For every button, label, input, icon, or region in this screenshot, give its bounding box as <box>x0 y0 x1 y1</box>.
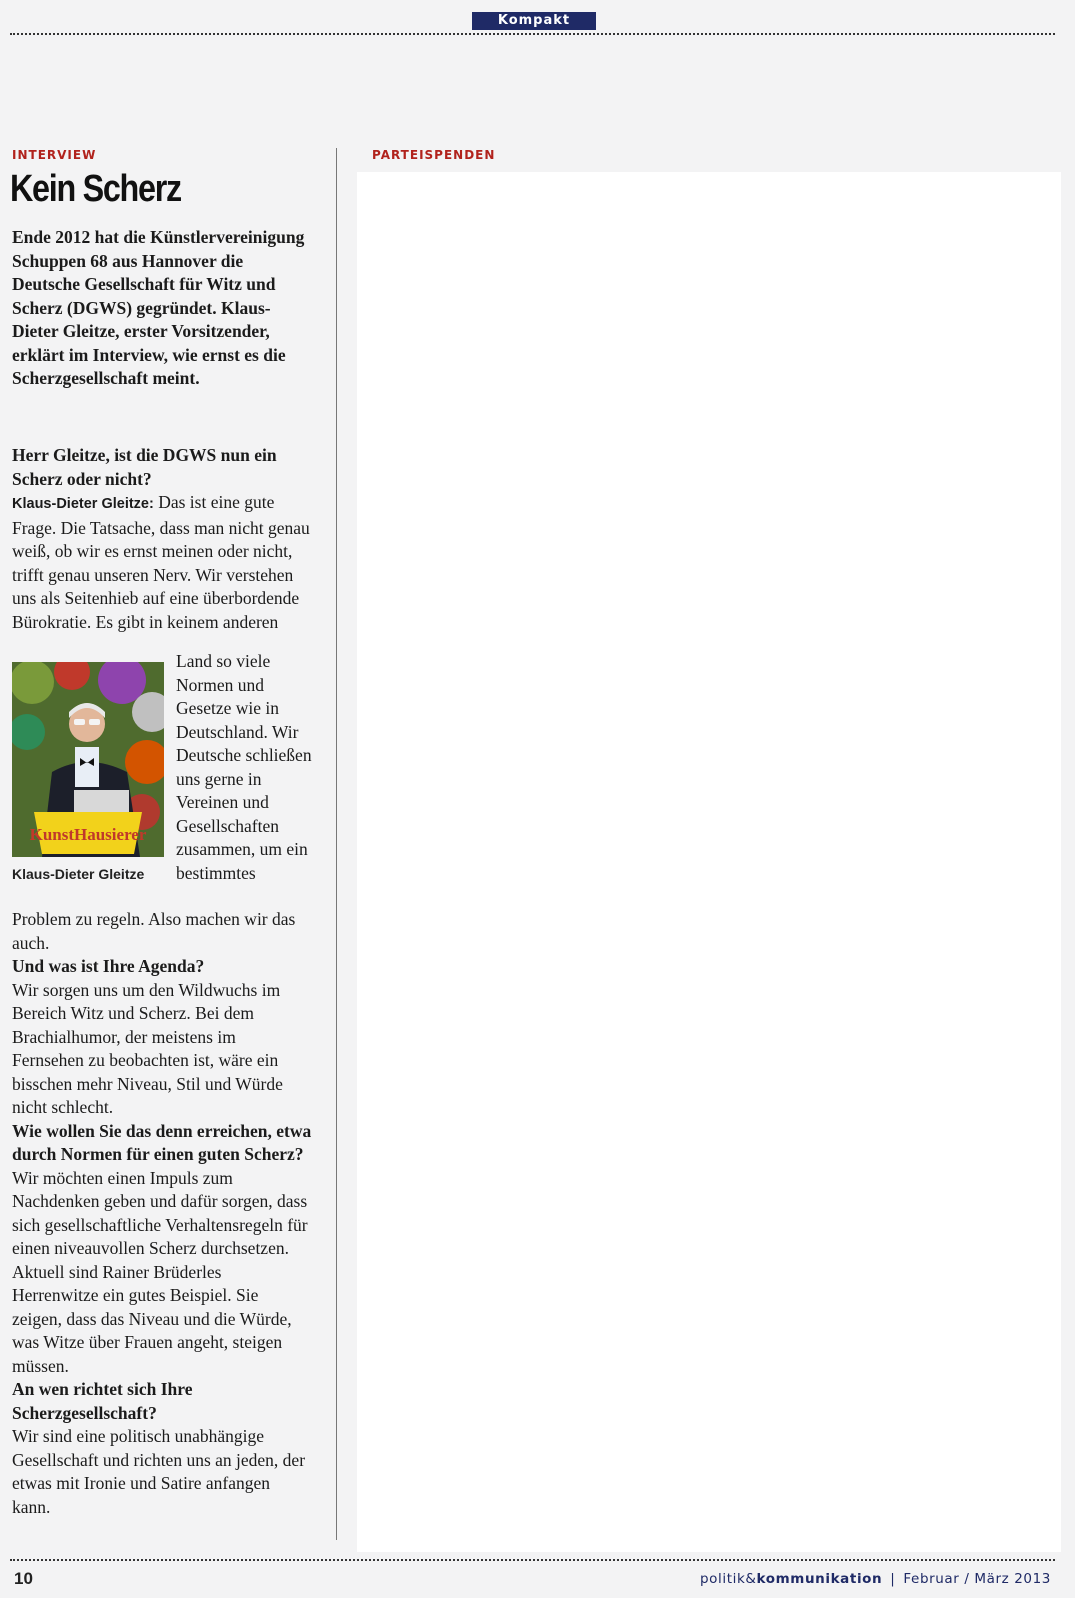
answer-2: Wir sorgen uns um den Wildwuchs im Bereich Witz und Scherz. Bei dem Brachialhumor, der meistens im Fernsehen zu beobachten ist, wäre ein bisschen mehr Niveau, Stil und Würde nicht schlecht. <box>12 979 283 1117</box>
answer-1-end: Problem zu regeln. Also machen wir das auch. <box>12 909 296 953</box>
column-divider <box>336 148 337 1540</box>
answer-4: Wir sind eine politisch unabhängige Gesellschaft und richten uns an jeden, der etwas mit Ironie und Satire anfangen kann. <box>12 1426 306 1517</box>
article-body-top <box>12 444 312 634</box>
basket-sign-text: KunstHausierer <box>29 825 147 844</box>
top-divider <box>10 33 1055 35</box>
left-kicker: INTERVIEW <box>12 148 97 162</box>
question-4: An wen richtet sich Ihre Scherzgesellschaft? <box>12 1379 193 1423</box>
portrait-photo <box>12 662 164 857</box>
article-body-wrap: Land so viele Normen und Gesetze wie in Deutschland. Wir Deutsche schließen uns gerne in Vereinen und Gesellschaften zusammen, um ein bestimmtes <box>176 651 312 883</box>
brand-part-2: kommunikation <box>756 1571 883 1587</box>
article-lead: Ende 2012 hat die Künstlervereinigung Schuppen 68 aus Hannover die Deutsche Gesellschaft für Witz und Scherz (DGWS) gegründet. Klaus-Dieter Gleitze, erster Vorsitzender, erklärt im Interview, wie ernst es die Scherzgesellschaft meint. <box>12 227 305 388</box>
footer-separator: | <box>890 1571 896 1587</box>
section-tab: Kompakt <box>472 12 596 30</box>
page-number: 10 <box>14 1569 33 1588</box>
article-title: Kein Scherz <box>10 168 181 210</box>
answer-1-text: Das ist eine gute Frage. Die Tatsache, dass man nicht genau weiß, ob wir es ernst meinen oder nicht, trifft genau unseren Nerv. Wir verstehen uns als Seitenhieb auf eine überbordende Bürokratie. Es gibt in keinem anderen <box>12 492 310 632</box>
question-3: Wie wollen Sie das denn erreichen, etwa durch Normen für einen guten Scherz? <box>12 1120 312 1164</box>
brand-amp: & <box>745 1571 757 1587</box>
speaker-name: Klaus-Dieter Gleitze: <box>12 496 154 512</box>
photo-caption: Klaus-Dieter Gleitze <box>12 866 145 882</box>
right-article-area <box>357 172 1061 1552</box>
portrait-illustration <box>12 662 164 857</box>
bottom-divider <box>10 1559 1055 1561</box>
brand-part-1: politik <box>699 1571 746 1587</box>
issue-date: Februar / März 2013 <box>903 1571 1051 1587</box>
footer-brand <box>700 1571 1051 1587</box>
question-1: Herr Gleitze, ist die DGWS nun ein Scherz oder nicht? <box>12 445 277 489</box>
article-body-bottom <box>12 908 312 1519</box>
answer-3: Wir möchten einen Impuls zum Nachdenken geben und dafür sorgen, dass sich gesellschaftliche Verhaltensregeln für einen niveauvollen Scherz durchsetzen. Aktuell sind Rainer Brüderles Herrenwitze ein gutes Beispiel. Sie zeigen, dass das Niveau und die Würde, was Witze über Frauen angeht, steigen müssen. <box>12 1167 308 1376</box>
answer-1-start <box>12 491 312 634</box>
question-2: Und was ist Ihre Agenda? <box>12 956 205 976</box>
right-kicker: PARTEISPENDEN <box>372 148 496 162</box>
